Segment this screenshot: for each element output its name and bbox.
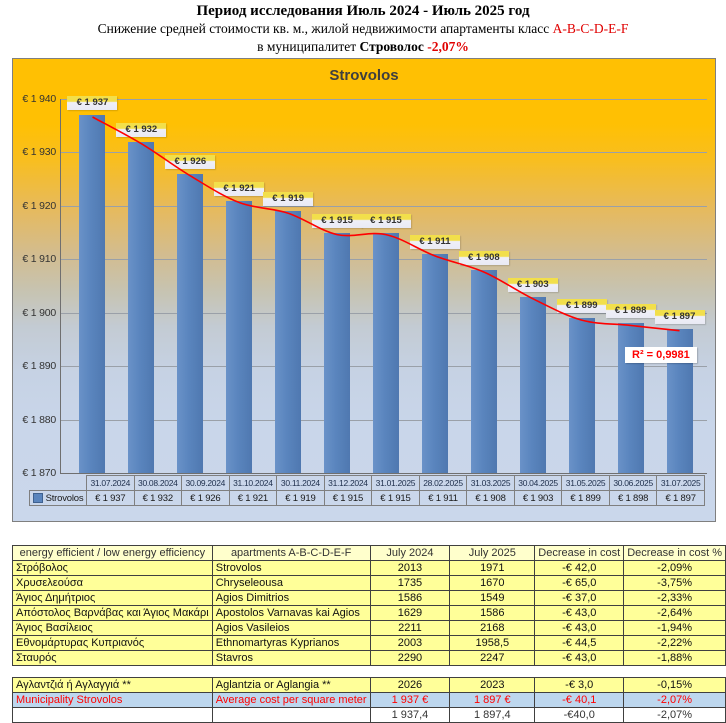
table-cell: Απόστολος Βαρνάβας και Άγιος Μακάρι	[13, 606, 213, 621]
table-cell: Agios Vasileios	[212, 621, 370, 636]
bar-value-label: € 1 911	[410, 235, 460, 249]
table-cell: -2,07%	[624, 708, 726, 723]
bar	[128, 142, 154, 473]
table-cell: Αγλαντζιά ή Αγλαγγιά **	[13, 678, 213, 693]
table-cell: 2023	[450, 678, 535, 693]
table-cell: 1971	[450, 561, 535, 576]
municipality-name: Строволос	[359, 39, 424, 54]
value-cell: € 1 911	[419, 490, 468, 506]
table-cell: 2013	[370, 561, 450, 576]
bar	[177, 174, 203, 473]
date-cell: 30.06.2025	[609, 475, 658, 491]
date-cell: 31.05.2025	[561, 475, 610, 491]
table-row	[13, 651, 726, 666]
bar	[275, 211, 301, 473]
comparison-table	[12, 545, 726, 723]
table-cell: 2003	[370, 636, 450, 651]
bar	[471, 270, 497, 473]
table-cell: 1 937,4	[370, 708, 450, 723]
chart-title: Strovolos	[329, 67, 399, 84]
table-cell	[535, 666, 624, 678]
table-cell: -2,64%	[624, 606, 726, 621]
table-cell: 1 897 €	[450, 693, 535, 708]
table-cell: Chryseleousa	[212, 576, 370, 591]
table-row	[13, 606, 726, 621]
table-row	[13, 708, 726, 723]
bar	[324, 233, 350, 473]
table-cell: Στρόβολος	[13, 561, 213, 576]
table-cell: -€ 42,0	[535, 561, 624, 576]
bar-value-label: € 1 915	[312, 214, 362, 228]
decrease-percent: -2,07%	[427, 39, 469, 54]
value-cell: € 1 898	[609, 490, 658, 506]
table-cell: 1958,5	[450, 636, 535, 651]
price-chart	[12, 58, 716, 522]
report-subtitle: Снижение средней стоимости кв. м., жилой недвижимости апартаменты класс A-B-C-D-E-F	[97, 21, 629, 36]
table-header-cell: Decrease in cost %	[624, 546, 726, 561]
bar	[373, 233, 399, 473]
table-cell	[450, 666, 535, 678]
table-cell: -2,09%	[624, 561, 726, 576]
table-cell: -2,07%	[624, 693, 726, 708]
y-axis-label: € 1 930	[22, 146, 56, 159]
legend-swatch-icon	[33, 493, 43, 503]
bar	[569, 318, 595, 473]
report-municipality-line: в муниципалитет Строволос -2,07%	[257, 39, 469, 54]
table-cell: -0,15%	[624, 678, 726, 693]
y-axis-label: € 1 890	[22, 360, 56, 373]
bar-value-label: € 1 932	[116, 123, 166, 137]
bar-value-label: € 1 921	[214, 182, 264, 196]
table-row	[13, 561, 726, 576]
table-cell: 1549	[450, 591, 535, 606]
date-cell: 31.03.2025	[466, 475, 515, 491]
date-cell: 31.07.2024	[86, 475, 135, 491]
table-header-cell: energy efficient / low energy efficiency	[13, 546, 213, 561]
table-header-row	[13, 546, 726, 561]
table-row	[13, 621, 726, 636]
table-row	[13, 576, 726, 591]
bar-value-label: € 1 897	[655, 310, 705, 324]
table-cell: -€ 44,5	[535, 636, 624, 651]
bar-value-label: € 1 919	[263, 192, 313, 206]
table-cell: -€ 3,0	[535, 678, 624, 693]
table-cell: Strovolos	[212, 561, 370, 576]
y-axis-line	[60, 99, 61, 473]
table-cell: -€ 37,0	[535, 591, 624, 606]
bar	[618, 323, 644, 473]
table-cell: -€40,0	[535, 708, 624, 723]
table-row	[13, 693, 726, 708]
table-cell: 1586	[450, 606, 535, 621]
y-axis-label: € 1 900	[22, 306, 56, 319]
date-cell: 28.02.2025	[419, 475, 468, 491]
bar-value-label: € 1 898	[606, 304, 656, 318]
table-cell: Σταυρός	[13, 651, 213, 666]
table-cell: Χρυσελεούσα	[13, 576, 213, 591]
y-axis-label: € 1 880	[22, 413, 56, 426]
table-cell: Average cost per square meter	[212, 693, 370, 708]
value-cell: € 1 899	[561, 490, 610, 506]
value-cell: € 1 903	[514, 490, 563, 506]
chart-date-row	[87, 475, 705, 491]
legend-strovolos: Strovolos	[29, 490, 87, 506]
y-axis-label: € 1 920	[22, 199, 56, 212]
report-title: Период исследования Июль 2024 - Июль 2025 год	[196, 3, 530, 19]
grid-line	[60, 206, 707, 207]
table-cell: -€ 40,1	[535, 693, 624, 708]
table-cell: 2290	[370, 651, 450, 666]
r-squared-label: R² = 0,9981	[625, 347, 697, 363]
date-cell: 31.01.2025	[371, 475, 420, 491]
value-cell: € 1 897	[656, 490, 705, 506]
date-cell: 31.12.2024	[324, 475, 373, 491]
table-cell: Άγιος Βασίλειος	[13, 621, 213, 636]
table-header-cell: Decrease in cost	[535, 546, 624, 561]
apartment-classes: A-B-C-D-E-F	[552, 21, 629, 36]
value-cell: € 1 915	[371, 490, 420, 506]
grid-line	[60, 152, 707, 153]
table-cell: 1735	[370, 576, 450, 591]
bar-value-label: € 1 908	[459, 251, 509, 265]
bar-value-label: € 1 899	[557, 299, 607, 313]
table-cell: -1,88%	[624, 651, 726, 666]
table-cell: 1670	[450, 576, 535, 591]
grid-line	[60, 473, 707, 474]
table-cell: Aglantzia or Aglangia **	[212, 678, 370, 693]
value-cell: € 1 915	[324, 490, 373, 506]
bar	[226, 201, 252, 473]
date-cell: 30.11.2024	[276, 475, 325, 491]
table-cell: Άγιος Δημήτριος	[13, 591, 213, 606]
table-row	[13, 678, 726, 693]
y-axis-label: € 1 910	[22, 253, 56, 266]
table-cell	[370, 666, 450, 678]
table-cell: -€ 43,0	[535, 606, 624, 621]
table-row	[13, 666, 726, 678]
value-cell: € 1 937	[86, 490, 135, 506]
table-cell: 2211	[370, 621, 450, 636]
table-cell: -€ 43,0	[535, 621, 624, 636]
bar-value-label: € 1 926	[165, 155, 215, 169]
table-cell: 1 937 €	[370, 693, 450, 708]
table-cell: -2,22%	[624, 636, 726, 651]
date-cell: 30.08.2024	[134, 475, 183, 491]
table-cell: Agios Dimitrios	[212, 591, 370, 606]
table-cell: 1586	[370, 591, 450, 606]
table-cell: Apostolos Varnavas kai Agios	[212, 606, 370, 621]
table-cell: -1,94%	[624, 621, 726, 636]
value-cell: € 1 908	[466, 490, 515, 506]
table-cell: Ethnomartyras Kyprianos	[212, 636, 370, 651]
y-axis-label: € 1 870	[22, 467, 56, 479]
bar	[79, 115, 105, 473]
table-cell	[13, 708, 213, 723]
value-cell: € 1 926	[181, 490, 230, 506]
table-cell: 2168	[450, 621, 535, 636]
table-row	[13, 591, 726, 606]
date-cell: 31.07.2025	[656, 475, 705, 491]
y-axis-label: € 1 940	[22, 93, 56, 105]
table-cell: -2,33%	[624, 591, 726, 606]
table-cell: 2247	[450, 651, 535, 666]
table-cell: Εθνομάρτυρας Κυπριανός	[13, 636, 213, 651]
value-cell: € 1 932	[134, 490, 183, 506]
table-cell: -€ 65,0	[535, 576, 624, 591]
table-cell: Stavros	[212, 651, 370, 666]
chart-data-table	[30, 475, 705, 506]
bar-value-label: € 1 937	[67, 96, 117, 110]
chart-value-row	[30, 490, 705, 506]
date-cell: 30.04.2025	[514, 475, 563, 491]
table-header-cell: July 2024	[370, 546, 450, 561]
value-cell: € 1 919	[276, 490, 325, 506]
report-header	[0, 2, 726, 56]
bar-value-label: € 1 915	[361, 214, 411, 228]
table-cell	[13, 666, 213, 678]
table-header-cell: apartments A-B-C-D-E-F	[212, 546, 370, 561]
table-cell	[212, 666, 370, 678]
table-cell: 1629	[370, 606, 450, 621]
bar	[422, 254, 448, 473]
grid-line	[60, 99, 707, 100]
date-cell: 31.10.2024	[229, 475, 278, 491]
table-cell: Municipality Strovolos	[13, 693, 213, 708]
table-cell: 2026	[370, 678, 450, 693]
table-cell	[624, 666, 726, 678]
bar	[520, 297, 546, 473]
table-cell: -3,75%	[624, 576, 726, 591]
date-cell: 30.09.2024	[181, 475, 230, 491]
table-cell	[212, 708, 370, 723]
table-row	[13, 636, 726, 651]
value-cell: € 1 921	[229, 490, 278, 506]
table-header-cell: July 2025	[450, 546, 535, 561]
table-cell: 1 897,4	[450, 708, 535, 723]
table-cell: -€ 43,0	[535, 651, 624, 666]
bar-value-label: € 1 903	[508, 278, 558, 292]
